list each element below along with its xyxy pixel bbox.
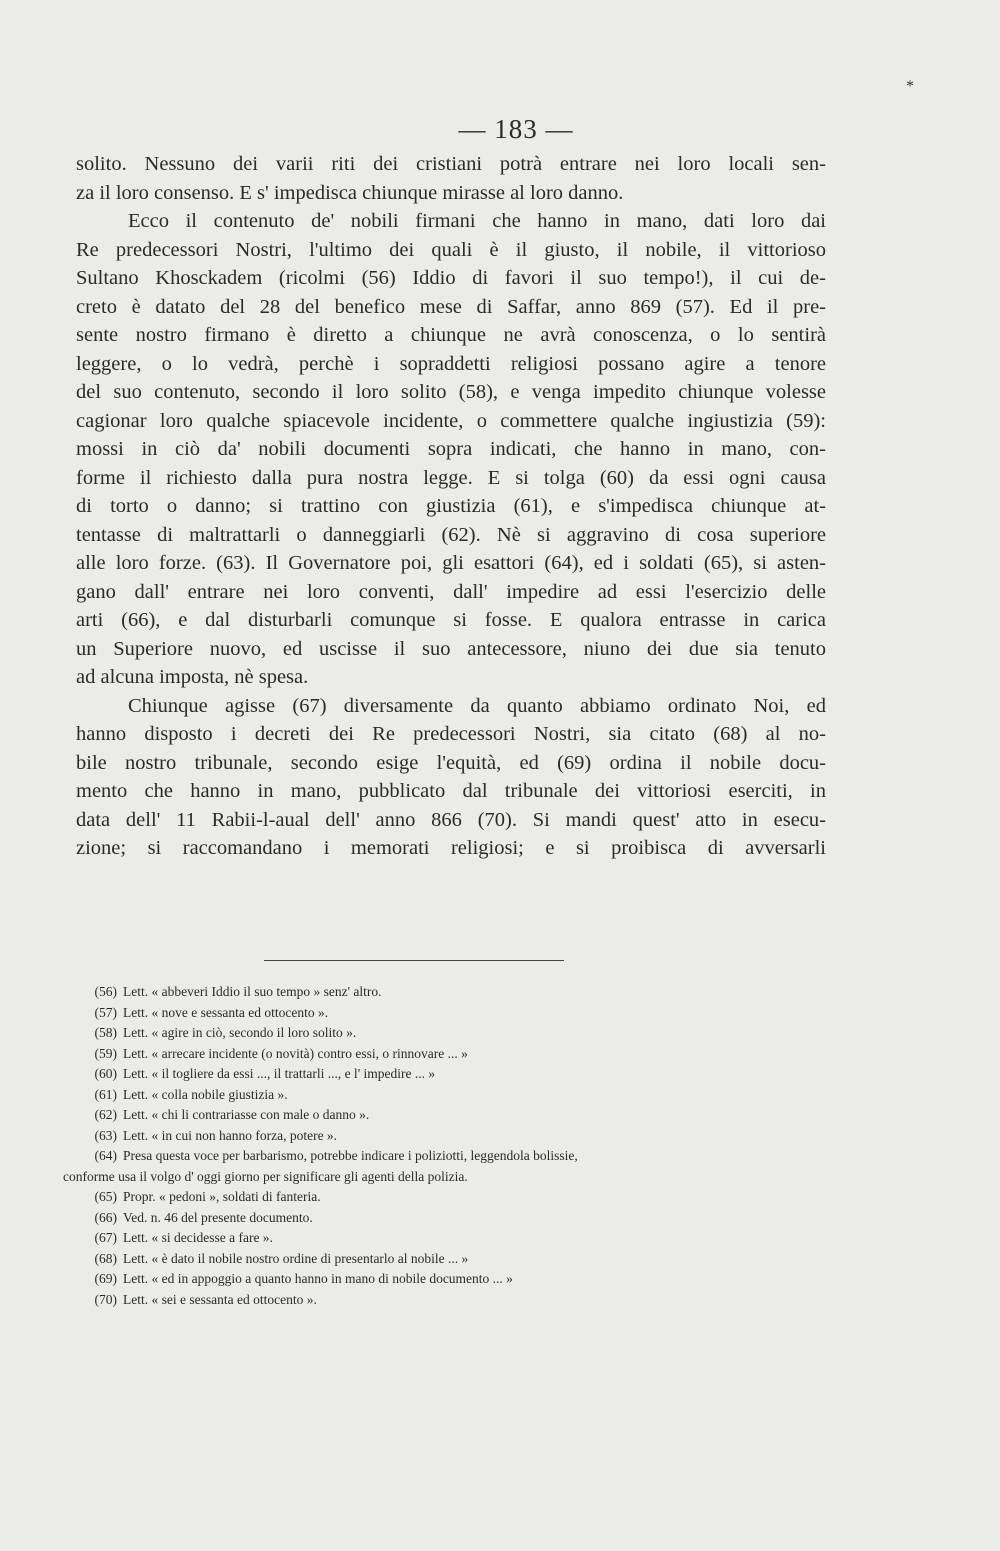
footnote-divider bbox=[264, 960, 564, 961]
footnote-text: Presa questa voce per barbarismo, potrebbe indicare i poliziotti, leggendola bolissie, bbox=[123, 1148, 578, 1163]
footnote-text: Ved. n. 46 del presente documento. bbox=[123, 1209, 313, 1225]
body-line: alle loro forze. (63). Il Governatore poi, gli esattori (64), ed i soldati (65), si asten- bbox=[76, 552, 826, 574]
footnote-text: Lett. « agire in ciò, secondo il loro solito ». bbox=[123, 1025, 357, 1040]
body-line: creto è datato del 28 del benefico mese di Saffar, anno 869 (57). Ed il pre- bbox=[76, 295, 826, 318]
footnote-text: Lett. « colla nobile giustizia ». bbox=[123, 1086, 288, 1102]
footnote-number: (67) bbox=[94, 1230, 117, 1245]
body-line: un Superiore nuovo, ed uscisse il suo antecessore, niuno dei due sia tenuto bbox=[76, 637, 826, 660]
footnote bbox=[63, 1269, 833, 1290]
footnote-number: (69) bbox=[94, 1271, 117, 1286]
body-line: leggere, o lo vedrà, perchè i sopraddetti religiosi possano agire a tenore bbox=[76, 352, 826, 375]
body-line: Chiunque agisse (67) diversamente da quanto abbiamo ordinato Noi, ed bbox=[128, 694, 826, 717]
footnote-number: (62) bbox=[94, 1107, 117, 1122]
footnote-number: (61) bbox=[94, 1086, 117, 1102]
footnote-text: Lett. « arrecare incidente (o novità) contro essi, o rinnovare ... » bbox=[123, 1045, 468, 1061]
footnote bbox=[63, 1208, 833, 1229]
footnote bbox=[63, 1187, 833, 1208]
stray-mark: * bbox=[906, 78, 914, 95]
footnote bbox=[63, 982, 833, 1003]
footnote bbox=[63, 1290, 833, 1311]
body-line: tentasse di maltrattarli o danneggiarli (62). Nè si aggravino di cosa superiore bbox=[76, 523, 826, 546]
footnote bbox=[63, 1105, 833, 1126]
body-line: forme il richiesto dalla pura nostra legge. E si tolga (60) da essi ogni causa bbox=[76, 466, 826, 489]
body-line: sente nostro firmano è diretto a chiunque ne avrà conoscenza, o lo sentirà bbox=[76, 324, 826, 346]
footnote-text: Lett. « è dato il nobile nostro ordine di presentarlo al nobile ... » bbox=[123, 1250, 469, 1266]
footnote bbox=[63, 1167, 833, 1188]
footnote bbox=[63, 1126, 833, 1147]
body-line: di torto o danno; si trattino con giustizia (61), e s'impedisca chiunque at- bbox=[76, 495, 826, 517]
footnotes bbox=[63, 982, 833, 1310]
body-line: cagionar loro qualche spiacevole incidente, o commettere qualche ingiustizia (59): bbox=[76, 409, 826, 432]
body-line: bile nostro tribunale, secondo esige l'equità, ed (69) ordina il nobile docu- bbox=[76, 751, 826, 774]
footnote bbox=[63, 1146, 833, 1167]
body-line: solito. Nessuno dei varii riti dei cristiani potrà entrare nei loro locali sen- bbox=[76, 153, 826, 175]
footnote-text: conforme usa il volgo d' oggi giorno per significare gli agenti della polizia. bbox=[63, 1168, 468, 1184]
body-text bbox=[76, 150, 826, 863]
footnote-text: Lett. « sei e sessanta ed ottocento ». bbox=[123, 1291, 317, 1307]
footnote bbox=[63, 1228, 833, 1249]
footnote-text: Lett. « si decidesse a fare ». bbox=[123, 1230, 273, 1245]
body-line: mossi in ciò da' nobili documenti sopra indicati, che hanno in mano, con- bbox=[76, 438, 826, 460]
footnote-number: (57) bbox=[94, 1004, 117, 1020]
footnote-number: (60) bbox=[94, 1066, 117, 1081]
body-line: hanno disposto i decreti dei Re predecessori Nostri, sia citato (68) al no- bbox=[76, 723, 826, 745]
footnote bbox=[63, 1085, 833, 1106]
footnote-text: Lett. « chi li contrariasse con male o danno ». bbox=[123, 1107, 370, 1122]
footnote-number: (68) bbox=[94, 1250, 117, 1266]
footnote-text: Lett. « il togliere da essi ..., il trattarli ..., e l' impedire ... » bbox=[123, 1066, 436, 1081]
body-line: ad alcuna imposta, nè spesa. bbox=[76, 666, 309, 688]
body-line: Re predecessori Nostri, l'ultimo dei quali è il giusto, il nobile, il vittorioso bbox=[76, 238, 826, 261]
footnote-text: Lett. « abbeveri Iddio il suo tempo » senz' altro. bbox=[123, 984, 382, 999]
footnote bbox=[63, 1064, 833, 1085]
footnote-number: (59) bbox=[94, 1045, 117, 1061]
footnote-text: Lett. « ed in appoggio a quanto hanno in mano di nobile documento ... » bbox=[123, 1271, 513, 1286]
footnote-number: (70) bbox=[94, 1291, 117, 1307]
body-line: Sultano Khosckadem (ricolmi (56) Iddio di favori il suo tempo!), il cui de- bbox=[76, 267, 826, 289]
body-line: del suo contenuto, secondo il loro solito (58), e venga impedito chiunque volesse bbox=[76, 381, 826, 403]
body-line: Ecco il contenuto de' nobili firmani che hanno in mano, dati loro dai bbox=[128, 210, 826, 232]
footnote bbox=[63, 1003, 833, 1024]
page-number: — 183 — bbox=[458, 114, 574, 144]
footnote-text: Lett. « in cui non hanno forza, potere ». bbox=[123, 1127, 338, 1143]
footnote-text: Propr. « pedoni », soldati di fanteria. bbox=[123, 1189, 321, 1204]
body-line: gano dall' entrare nei loro conventi, dall' impedire ad essi l'esercizio delle bbox=[76, 580, 826, 603]
body-line: mento che hanno in mano, pubblicato dal tribunale dei vittoriosi eserciti, in bbox=[76, 780, 826, 802]
footnote bbox=[63, 1044, 833, 1065]
body-line: data dell' 11 Rabii-l-aual dell' anno 866 (70). Si mandi quest' atto in esecu- bbox=[76, 808, 826, 831]
footnote-number: (63) bbox=[94, 1127, 117, 1143]
footnote-text: Lett. « nove e sessanta ed ottocento ». bbox=[123, 1004, 329, 1020]
body-line: zione; si raccomandano i memorati religiosi; e si proibisca di avversarli bbox=[76, 837, 826, 859]
footnote bbox=[63, 1023, 833, 1044]
body-line: arti (66), e dal disturbarli comunque si fosse. E qualora entrasse in carica bbox=[76, 609, 826, 631]
footnote-number: (56) bbox=[94, 984, 117, 999]
footnote-number: (66) bbox=[94, 1209, 117, 1225]
footnote-number: (58) bbox=[94, 1025, 117, 1040]
footnote-number: (64) bbox=[94, 1148, 117, 1163]
footnote bbox=[63, 1249, 833, 1270]
footnote-number: (65) bbox=[94, 1189, 117, 1204]
body-line: za il loro consenso. E s' impedisca chiunque mirasse al loro danno. bbox=[76, 181, 624, 204]
